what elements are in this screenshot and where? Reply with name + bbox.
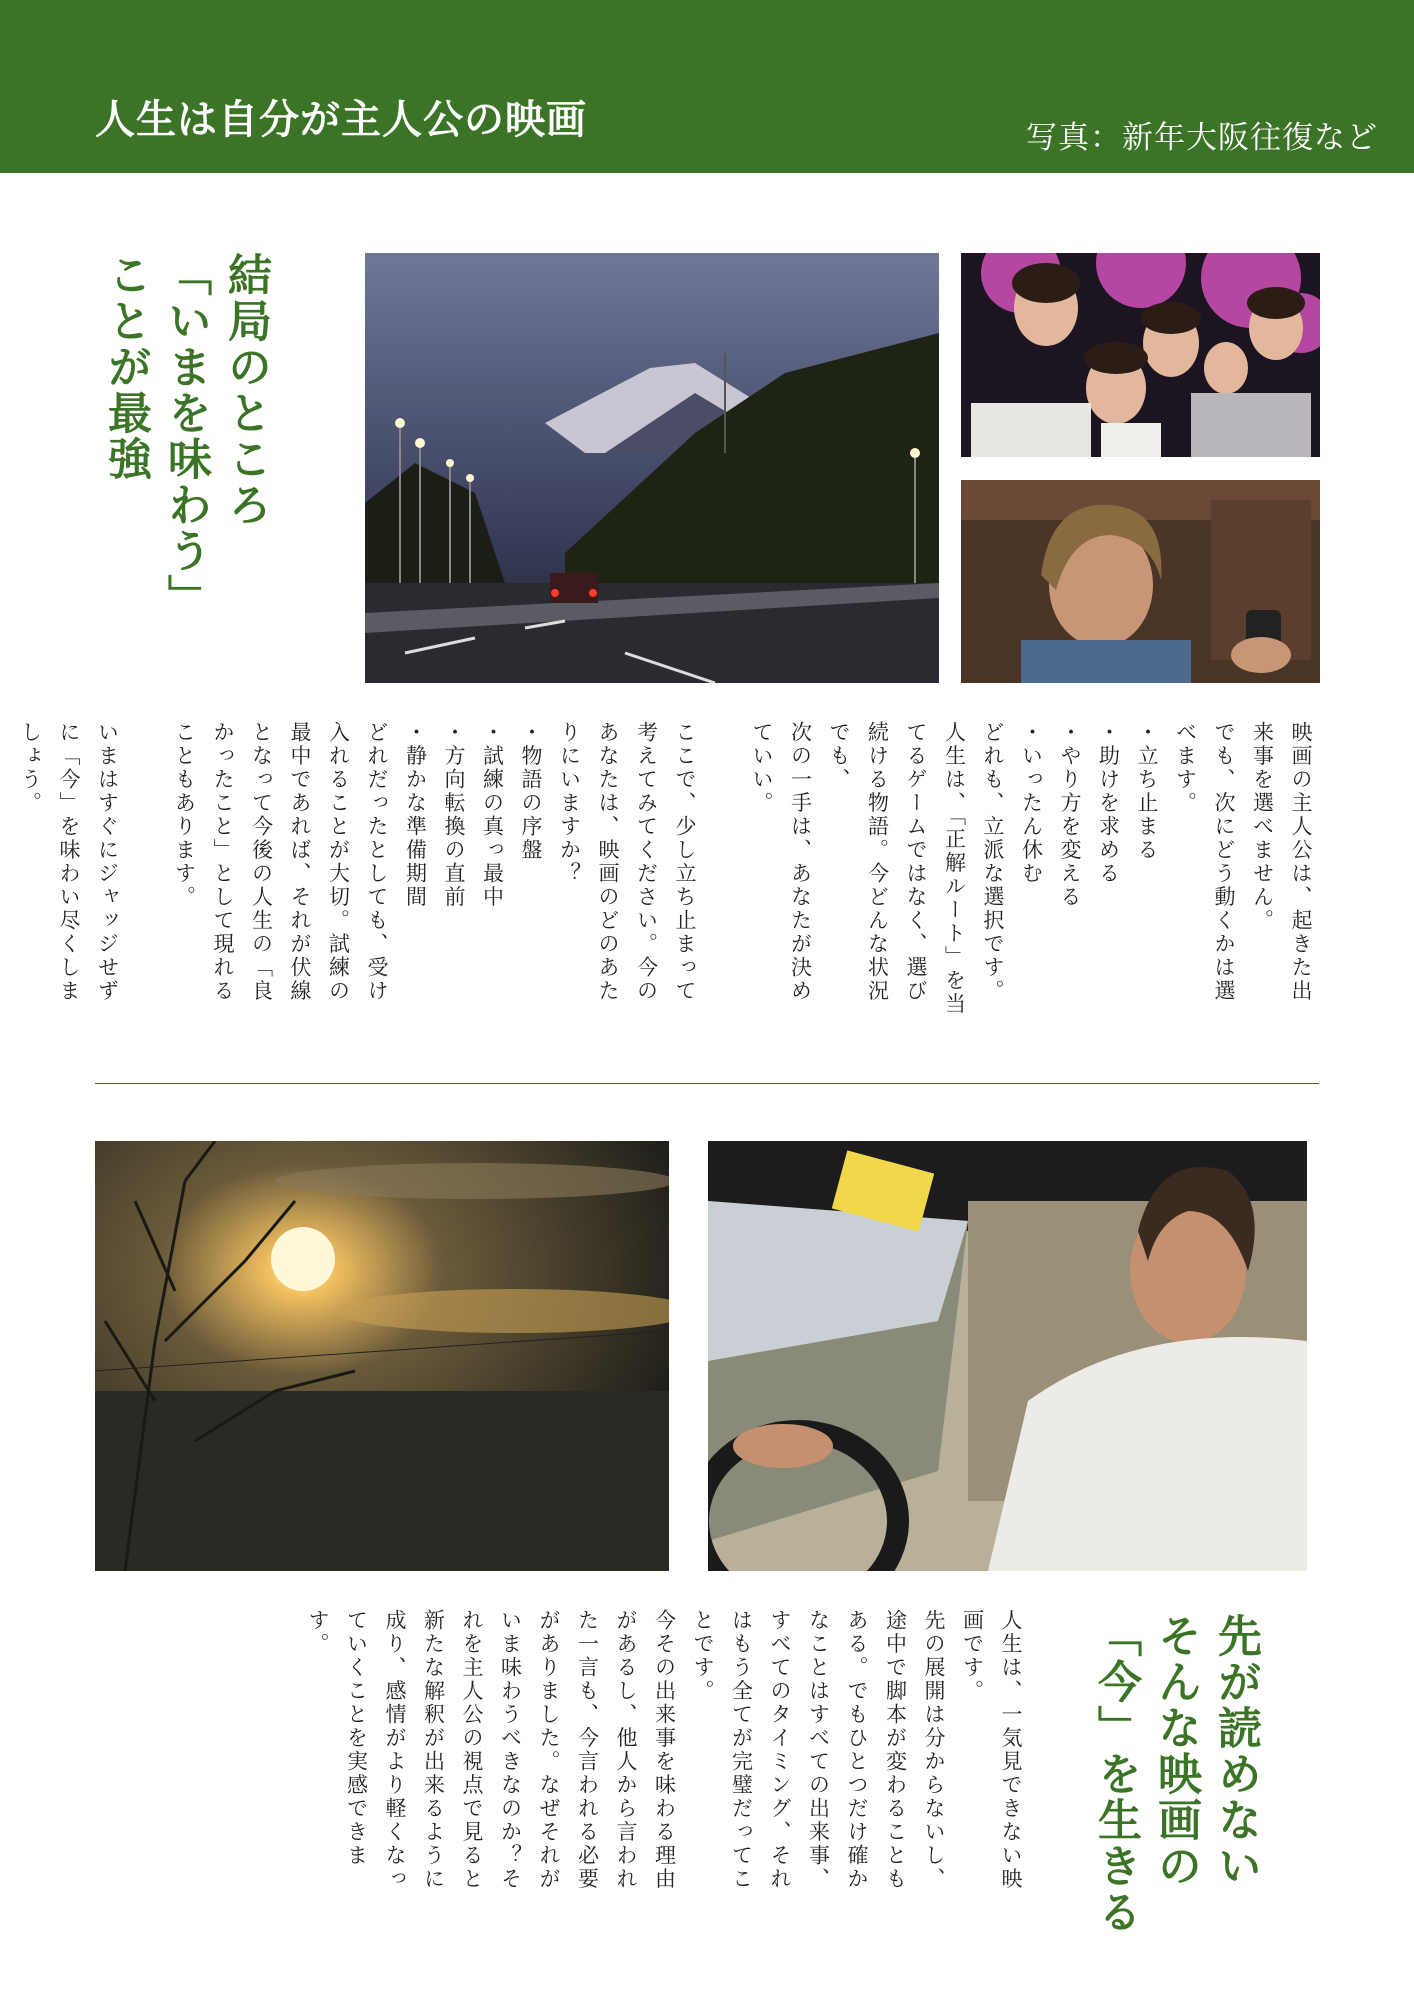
page-title: 人生は自分が主人公の映画 (95, 97, 587, 143)
section-divider (95, 1083, 1319, 1084)
section2-body: 人生は、一気見できない映 画です。 先の展開は分からないし、 途中で脚本が変わることも ある。でもひとつだけ確か なことはすべての出来事、 すべてのタイミング、それ はもう全てが完璧だってこ とです。 今その出来事を味わる理由 があるし、他人から言われ た一言も、今言われる必要 がありました。なぜそれが いま味わうべきなのか？そ れを主人公の視点で見ると 新たな解釈が出来るように 成り、感情がより軽くなっ ていくことを実感できま す。 (306, 1609, 1023, 1891)
photo-sunset (95, 1141, 669, 1571)
photo-highway-mountain (365, 253, 939, 683)
section1-body: 映画の主人公は、起きた出 来事を選べません。 でも、次にどう動くかは選 べます。 ・立ち止まる ・助けを求める ・やり方を変える ・いったん休む どれも、立派な選択です。 人生は、「正解ルート」を当 てるゲームではなく、選び 続ける物語。今どんな状況 でも、 次の一手は、あなたが決め ていい。 ここで、少し立ち止まって 考えてみてください。今の あなたは、映画のどのあた りにいますか？ ・物語の序盤 ・試練の真っ最中 ・方向転換の直前 ・静かな準備期間 どれだったとしても、受け 入れることが大切。試練の 最中であれば、それが伏線 となって今後の人生の「良 かったこと」として現れる こともあります。 いまはすぐにジャッジせず に「今」を味わい尽くしま しょう。 (18, 721, 1313, 1016)
header-bar (0, 0, 1414, 173)
photo-man-driving (708, 1141, 1307, 1571)
section2-heading: 先が読めない そんな映画の 「今」を生きる (1090, 1613, 1261, 1935)
section1-heading: 結局のところ 「いまを味わう」 ことが最強 (100, 252, 271, 620)
photo-caption: 写真：新年大阪往復など (1026, 120, 1378, 156)
photo-family-selfie (961, 253, 1320, 457)
photo-man-portrait (961, 480, 1320, 683)
